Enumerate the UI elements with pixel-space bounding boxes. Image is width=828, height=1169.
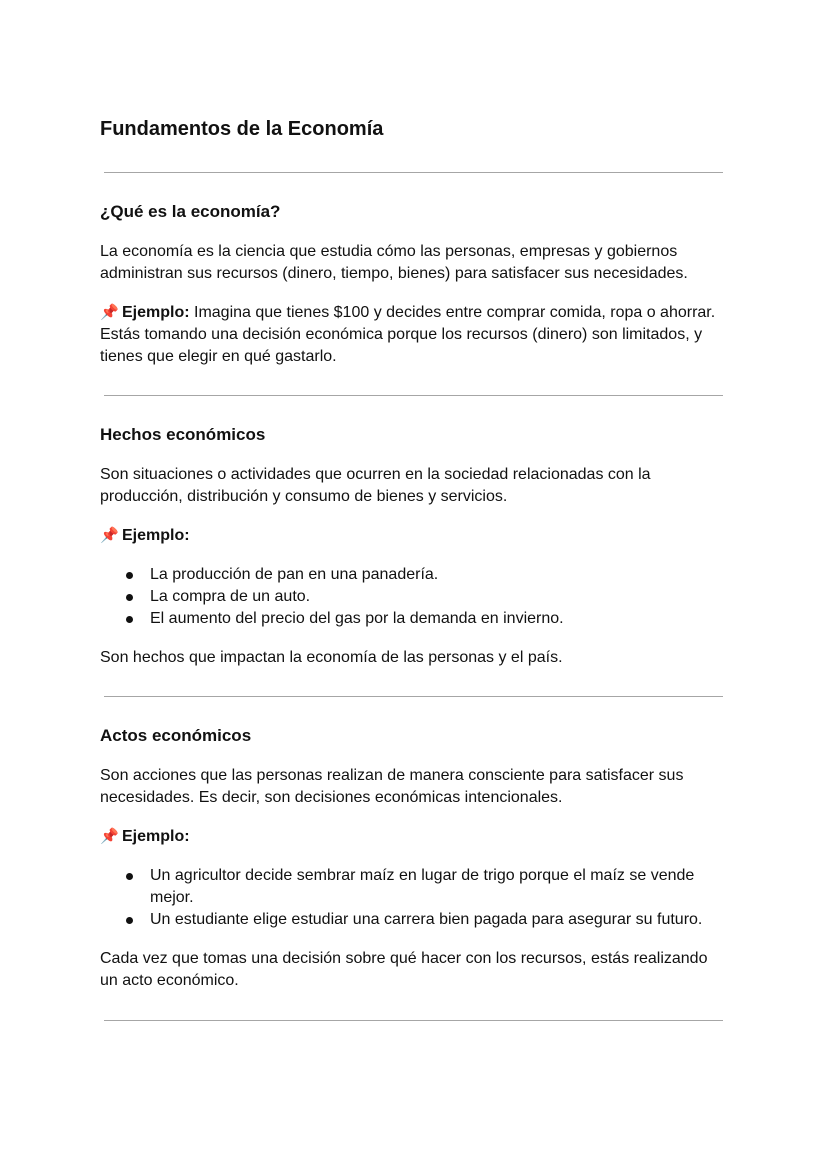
section-heading: Hechos económicos: [100, 425, 266, 444]
section-paragraph: Son acciones que las personas realizan de manera consciente para satisfacer sus necesidades. Es decir, son decisiones económicas intencionales.: [100, 767, 684, 806]
section-paragraph: La economía es la ciencia que estudia cómo las personas, empresas y gobiernos administran sus recursos (dinero, tiempo, bienes) para satisfacer sus necesidades.: [100, 243, 688, 282]
divider: [104, 395, 723, 396]
example-paragraph: [100, 525, 728, 547]
pin-icon: 📌: [100, 828, 119, 845]
list-item: La compra de un auto.: [100, 586, 728, 608]
list-item: El aumento del precio del gas por la demanda en invierno.: [100, 608, 728, 630]
example-paragraph: [100, 302, 728, 368]
section-actos-economicos: [100, 725, 728, 992]
pin-icon: 📌: [100, 304, 119, 321]
list-item: La producción de pan en una panadería.: [100, 564, 728, 586]
section-que-es-economia: [100, 201, 728, 368]
example-label: Ejemplo:: [122, 304, 190, 321]
list-item: Un estudiante elige estudiar una carrera bien pagada para asegurar su futuro.: [100, 909, 728, 931]
bullet-icon: [126, 917, 133, 924]
divider: [104, 1020, 723, 1021]
example-list: [100, 865, 728, 931]
section-hechos-economicos: [100, 424, 728, 669]
section-heading: Actos económicos: [100, 726, 252, 745]
example-paragraph: [100, 826, 728, 848]
example-text: Imagina que tienes $100 y decides entre comprar comida, ropa o ahorrar. Estás tomando una decisión económica porque los recursos (dinero) son limitados, y tienes que elegir en qué gastarlo.: [100, 304, 716, 365]
section-closing: Cada vez que tomas una decisión sobre qué hacer con los recursos, estás realizando un acto económico.: [100, 950, 708, 989]
divider: [104, 696, 723, 697]
bullet-icon: [126, 572, 133, 579]
bullet-icon: [126, 594, 133, 601]
divider: [104, 172, 723, 173]
example-list: [100, 564, 728, 630]
bullet-icon: [126, 616, 133, 623]
example-label: Ejemplo:: [122, 527, 190, 544]
pin-icon: 📌: [100, 527, 119, 544]
section-closing: Son hechos que impactan la economía de las personas y el país.: [100, 649, 563, 666]
list-item: Un agricultor decide sembrar maíz en lugar de trigo porque el maíz se vende mejor.: [100, 865, 728, 909]
bullet-icon: [126, 873, 133, 880]
section-paragraph: Son situaciones o actividades que ocurren en la sociedad relacionadas con la producción, distribución y consumo de bienes y servicios.: [100, 466, 651, 505]
section-heading: ¿Qué es la economía?: [100, 202, 281, 221]
page-title: Fundamentos de la Economía: [100, 118, 384, 140]
example-label: Ejemplo:: [122, 828, 190, 845]
